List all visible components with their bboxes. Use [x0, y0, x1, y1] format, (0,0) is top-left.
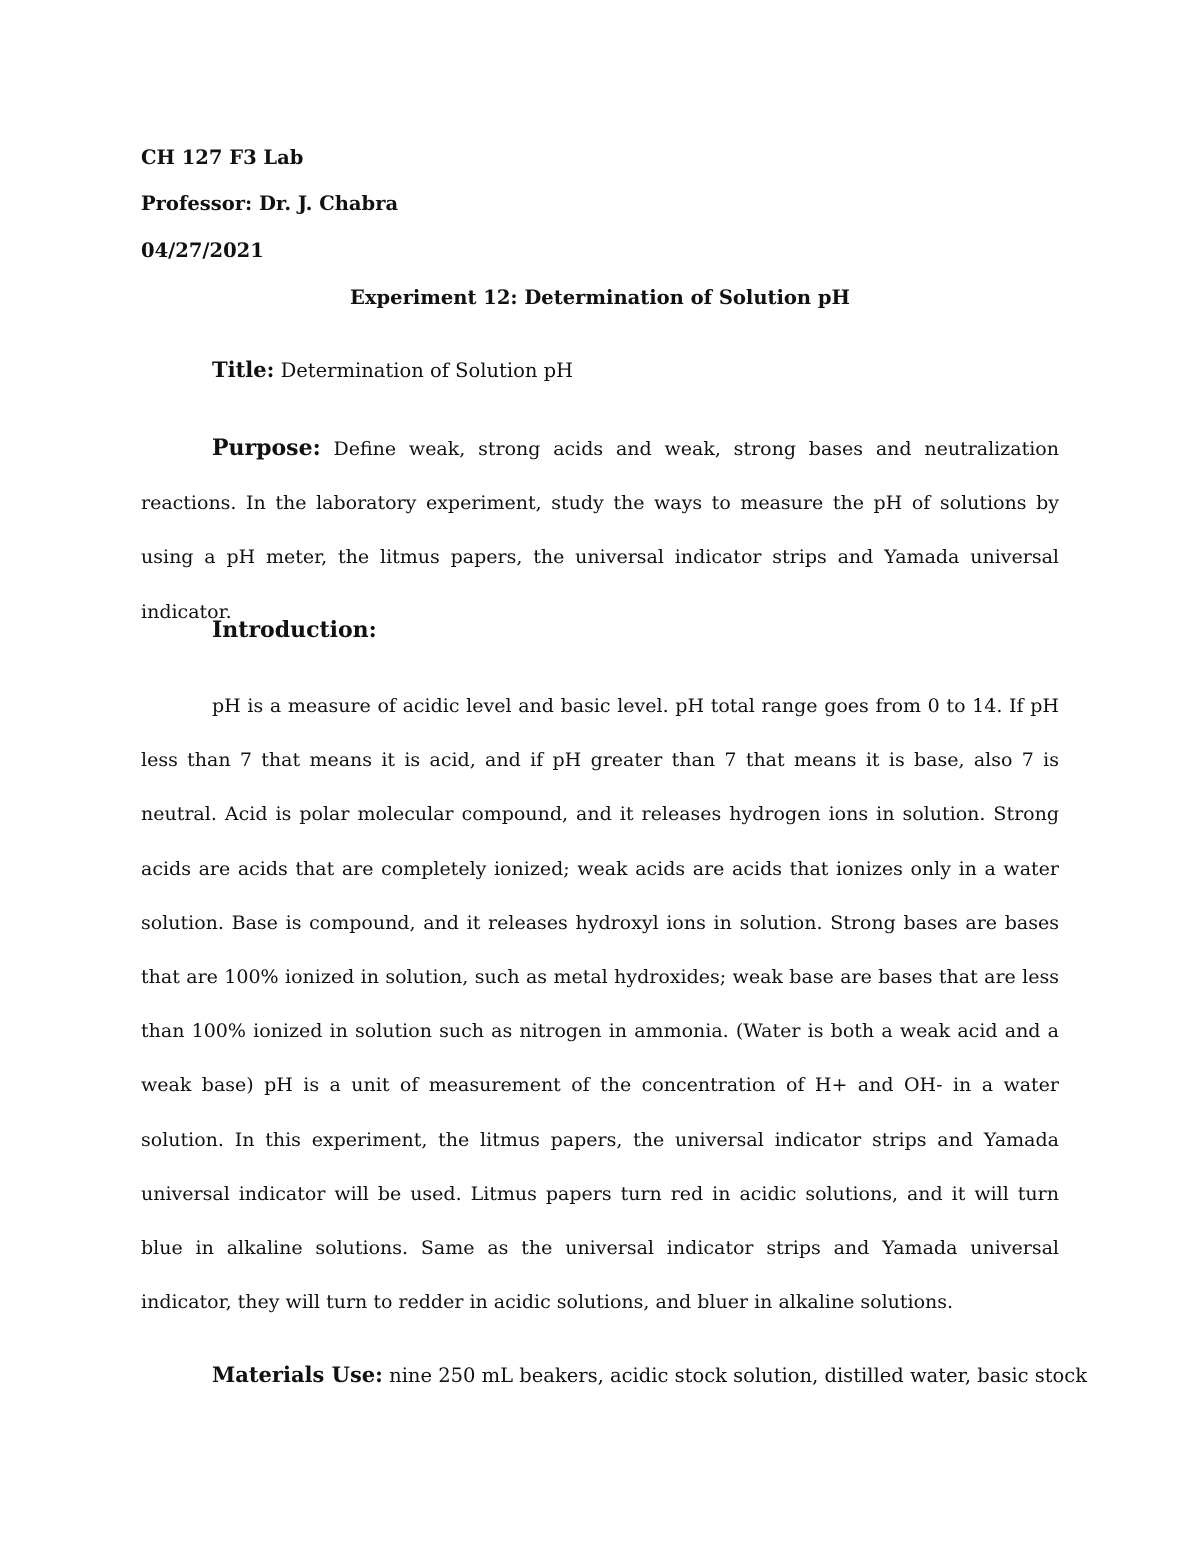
- professor-line: Professor: Dr. J. Chabra: [141, 192, 399, 215]
- title-value: Determination of Solution pH: [274, 359, 574, 382]
- title-label: Title:: [212, 357, 275, 382]
- course-line: CH 127 F3 Lab: [141, 146, 304, 169]
- date-line: 04/27/2021: [141, 239, 264, 262]
- materials-section: [212, 1361, 1087, 1390]
- title-section: [212, 356, 573, 385]
- materials-text: nine 250 mL beakers, acidic stock solution, distilled water, basic stock: [382, 1364, 1088, 1387]
- purpose-paragraph: [141, 421, 1059, 639]
- purpose-label: Purpose:: [212, 435, 321, 461]
- document-title: Experiment 12: Determination of Solution pH: [350, 286, 850, 309]
- purpose-text: Define weak, strong acids and weak, strong bases and neutralization reactions. In the laboratory experiment, study the ways to measure the pH of solutions by using a pH meter, the litmus papers, the universal indicator strips and Yamada universal indicator.: [141, 438, 1059, 623]
- introduction-heading: Introduction:: [212, 617, 377, 643]
- materials-label: Materials Use:: [212, 1362, 383, 1387]
- introduction-paragraph: pH is a measure of acidic level and basic level. pH total range goes from 0 to 14. If pH less than 7 that means it is acid, and if pH greater than 7 that means it is base, also 7 is neutral. Acid is polar molecular compound, and it releases hydrogen ions in solution. Strong acids are acids that are completely ionized; weak acids are acids that ionizes only in a water solution. Base is compound, and it releases hydroxyl ions in solution. Strong bases are bases that are 100% ionized in solution, such as metal hydroxides; weak base are bases that are less than 100% ionized in solution such as nitrogen in ammonia. (Water is both a weak acid and a weak base) pH is a unit of measurement of the concentration of H+ and OH- in a water solution. In this experiment, the litmus papers, the universal indicator strips and Yamada universal indicator will be used. Litmus papers turn red in acidic solutions, and it will turn blue in alkaline solutions. Same as the universal indicator strips and Yamada universal indicator, they will turn to redder in acidic solutions, and bluer in alkaline solutions.: [141, 695, 1059, 1314]
